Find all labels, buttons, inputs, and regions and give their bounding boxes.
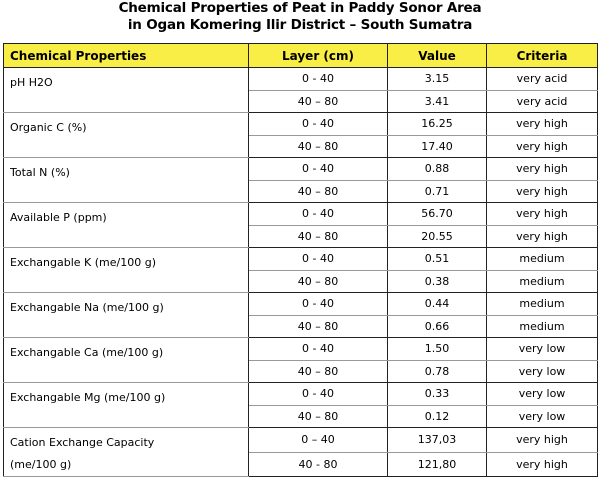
layer-cell: 0 - 40 <box>249 293 388 316</box>
layer-cell: 40 – 80 <box>249 270 388 293</box>
chemical-properties-table <box>3 43 598 477</box>
property-cell <box>4 383 249 428</box>
property-name: Exchangable Na (me/100 g) <box>10 301 164 314</box>
property-name: Organic C (%) <box>10 121 87 134</box>
layer-cell: 0 - 40 <box>249 338 388 361</box>
value-cell: 20.55 <box>388 225 487 248</box>
property-name: Exchangable Mg (me/100 g) <box>10 391 166 404</box>
criteria-cell: very high <box>487 225 598 248</box>
criteria-cell: medium <box>487 315 598 338</box>
property-name: Total N (%) <box>10 166 70 179</box>
criteria-cell: very high <box>487 452 598 477</box>
table-row <box>4 293 598 316</box>
property-cell <box>4 293 249 338</box>
layer-cell: 0 – 40 <box>249 428 388 453</box>
value-cell: 17.40 <box>388 135 487 158</box>
criteria-cell: very low <box>487 360 598 383</box>
header-value: Value <box>388 44 487 68</box>
table-row <box>4 383 598 406</box>
value-cell: 0.51 <box>388 248 487 271</box>
layer-cell: 40 – 80 <box>249 225 388 248</box>
layer-cell: 40 – 80 <box>249 135 388 158</box>
layer-cell: 0 - 40 <box>249 248 388 271</box>
value-cell: 1.50 <box>388 338 487 361</box>
property-cell <box>4 248 249 293</box>
criteria-cell: medium <box>487 293 598 316</box>
criteria-cell: very low <box>487 383 598 406</box>
table-body <box>4 68 598 477</box>
layer-cell: 40 – 80 <box>249 90 388 113</box>
layer-cell: 0 - 40 <box>249 383 388 406</box>
criteria-cell: very high <box>487 158 598 181</box>
table-row <box>4 203 598 226</box>
header-criteria: Criteria <box>487 44 598 68</box>
criteria-cell: very acid <box>487 90 598 113</box>
criteria-cell: very high <box>487 203 598 226</box>
criteria-cell: very high <box>487 428 598 453</box>
criteria-cell: very acid <box>487 68 598 91</box>
criteria-cell: very high <box>487 135 598 158</box>
criteria-cell: medium <box>487 270 598 293</box>
property-name-continued: (me/100 g) <box>10 458 72 471</box>
table-row <box>4 158 598 181</box>
layer-cell: 40 – 80 <box>249 315 388 338</box>
value-cell: 0.66 <box>388 315 487 338</box>
property-cell <box>4 203 249 248</box>
value-cell: 137,03 <box>388 428 487 453</box>
property-name: Available P (ppm) <box>10 211 107 224</box>
header-chemical-properties: Chemical Properties <box>4 44 249 68</box>
table-header-row <box>4 44 598 68</box>
criteria-cell: very low <box>487 405 598 428</box>
value-cell: 121,80 <box>388 452 487 477</box>
table-row <box>4 113 598 136</box>
table-row <box>4 248 598 271</box>
value-cell: 0.44 <box>388 293 487 316</box>
property-cell <box>4 68 249 113</box>
layer-cell: 40 - 80 <box>249 452 388 477</box>
value-cell: 3.41 <box>388 90 487 113</box>
property-name: Cation Exchange Capacity <box>10 436 155 449</box>
header-layer: Layer (cm) <box>249 44 388 68</box>
property-cell <box>4 158 249 203</box>
layer-cell: 40 – 80 <box>249 360 388 383</box>
property-cell <box>4 113 249 158</box>
value-cell: 0.38 <box>388 270 487 293</box>
property-cell <box>4 338 249 383</box>
property-name: Exchangable Ca (me/100 g) <box>10 346 164 359</box>
table-row <box>4 338 598 361</box>
criteria-cell: medium <box>487 248 598 271</box>
layer-cell: 0 - 40 <box>249 158 388 181</box>
value-cell: 56.70 <box>388 203 487 226</box>
property-name: Exchangable K (me/100 g) <box>10 256 156 269</box>
title-line-2: in Ogan Komering Ilir District – South Sumatra <box>127 17 473 33</box>
layer-cell: 0 - 40 <box>249 203 388 226</box>
title-line-1: Chemical Properties of Peat in Paddy Sonor Area <box>118 0 482 16</box>
value-cell: 0.78 <box>388 360 487 383</box>
value-cell: 16.25 <box>388 113 487 136</box>
property-cell <box>4 428 249 477</box>
value-cell: 3.15 <box>388 68 487 91</box>
layer-cell: 40 – 80 <box>249 180 388 203</box>
table-row <box>4 428 598 453</box>
criteria-cell: very high <box>487 180 598 203</box>
value-cell: 0.88 <box>388 158 487 181</box>
layer-cell: 0 - 40 <box>249 68 388 91</box>
layer-cell: 40 – 80 <box>249 405 388 428</box>
layer-cell: 0 - 40 <box>249 113 388 136</box>
criteria-cell: very high <box>487 113 598 136</box>
value-cell: 0.12 <box>388 405 487 428</box>
document-title <box>0 0 600 34</box>
value-cell: 0.71 <box>388 180 487 203</box>
value-cell: 0.33 <box>388 383 487 406</box>
table-row <box>4 68 598 91</box>
property-name: pH H2O <box>10 76 53 89</box>
criteria-cell: very low <box>487 338 598 361</box>
